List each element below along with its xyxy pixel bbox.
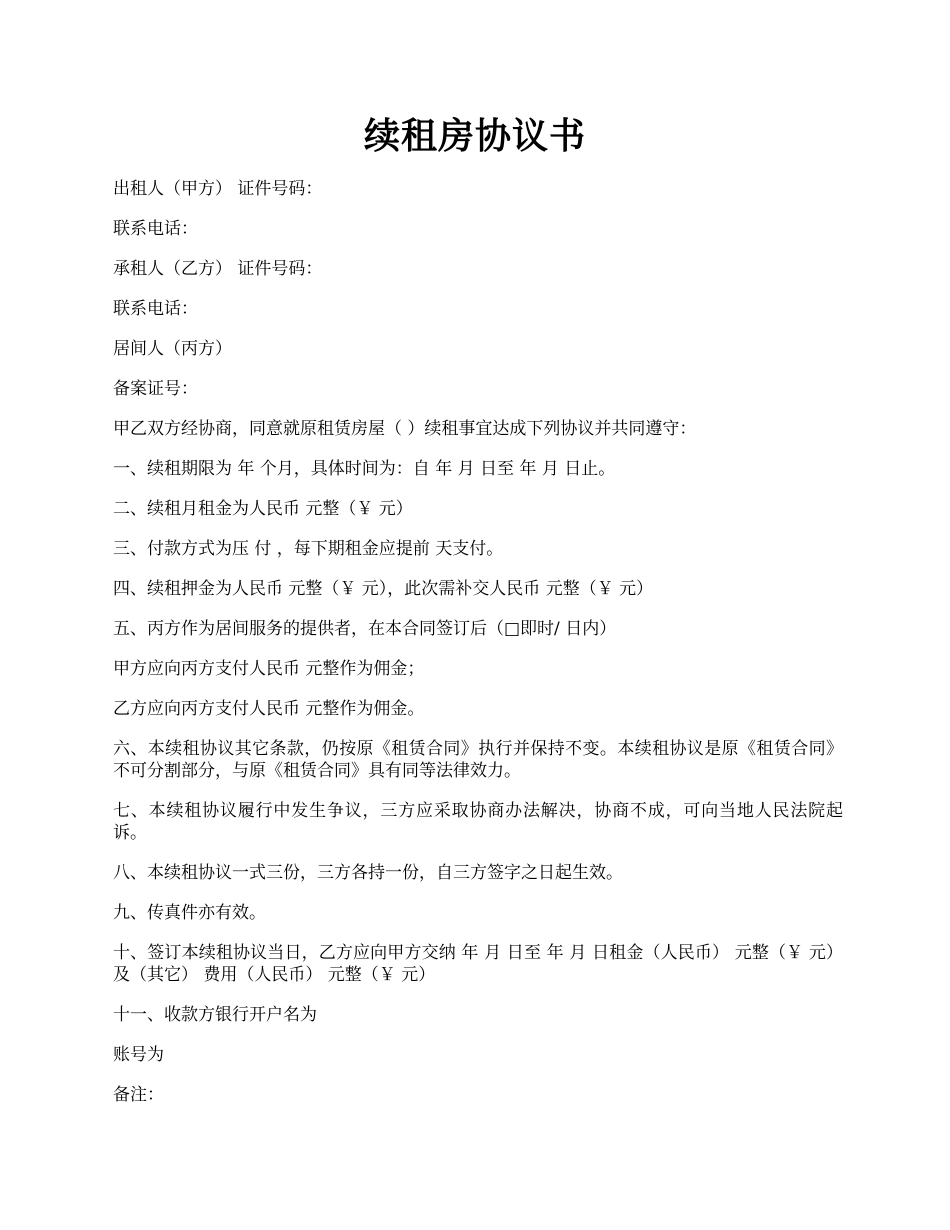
lessor-id-line: 出租人（甲方） 证件号码： — [113, 179, 323, 199]
clause-5-lessee-commission: 乙方应向丙方支付人民币 元整作为佣金。 — [113, 699, 425, 719]
lessor-phone-line: 联系电话： — [113, 219, 198, 239]
agent-line: 居间人（丙方） — [113, 339, 232, 359]
lessee-id-line: 承租人（乙方） 证件号码： — [113, 259, 323, 279]
clause-10: 十、签订本续租协议当日，乙方应向甲方交纳 年 月 日至 年 月 日租金（人民币） 元整（￥ 元）及（其它） 费用（人民币） 元整（￥ 元） — [113, 943, 843, 985]
clause-3: 三、付款方式为压 付 ，每下期租金应提前 天支付。 — [113, 539, 504, 559]
clause-5: 五、丙方作为居间服务的提供者，在本合同签订后（□即时/ 日内） — [113, 619, 617, 639]
clause-8: 八、本续租协议一式三份，三方各持一份，自三方签字之日起生效。 — [113, 863, 623, 883]
clause-6: 六、本续租协议其它条款，仍按原《租赁合同》执行并保持不变。本续租协议是原《租赁合同》不可分割部分，与原《租赁合同》具有同等法律效力。 — [113, 739, 843, 781]
clause-11-account-name: 十一、收款方银行开户名为 — [113, 1005, 317, 1025]
clause-5-lessor-commission: 甲方应向丙方支付人民币 元整作为佣金； — [113, 659, 425, 679]
document-title: 续租房协议书 — [363, 115, 586, 157]
clause-2: 二、续租月租金为人民币 元整（￥ 元） — [113, 499, 413, 519]
account-number-line: 账号为 — [113, 1045, 164, 1065]
clause-9: 九、传真件亦有效。 — [113, 903, 266, 923]
filing-number-line: 备案证号： — [113, 379, 198, 399]
clause-4: 四、续租押金为人民币 元整（￥ 元），此次需补交人民币 元整（￥ 元） — [113, 579, 654, 599]
preamble-paragraph: 甲乙双方经协商，同意就原租赁房屋（ ）续租事宜达成下列协议并共同遵守： — [113, 419, 697, 439]
remarks-line: 备注： — [113, 1085, 164, 1105]
document-body — [113, 178, 843, 1124]
clause-1: 一、续租期限为 年 个月，具体时间为：自 年 月 日至 年 月 日止。 — [113, 459, 616, 479]
clause-7: 七、本续租协议履行中发生争议，三方应采取协商办法解决，协商不成，可向当地人民法院起诉。 — [113, 801, 843, 843]
lessee-phone-line: 联系电话： — [113, 299, 198, 319]
